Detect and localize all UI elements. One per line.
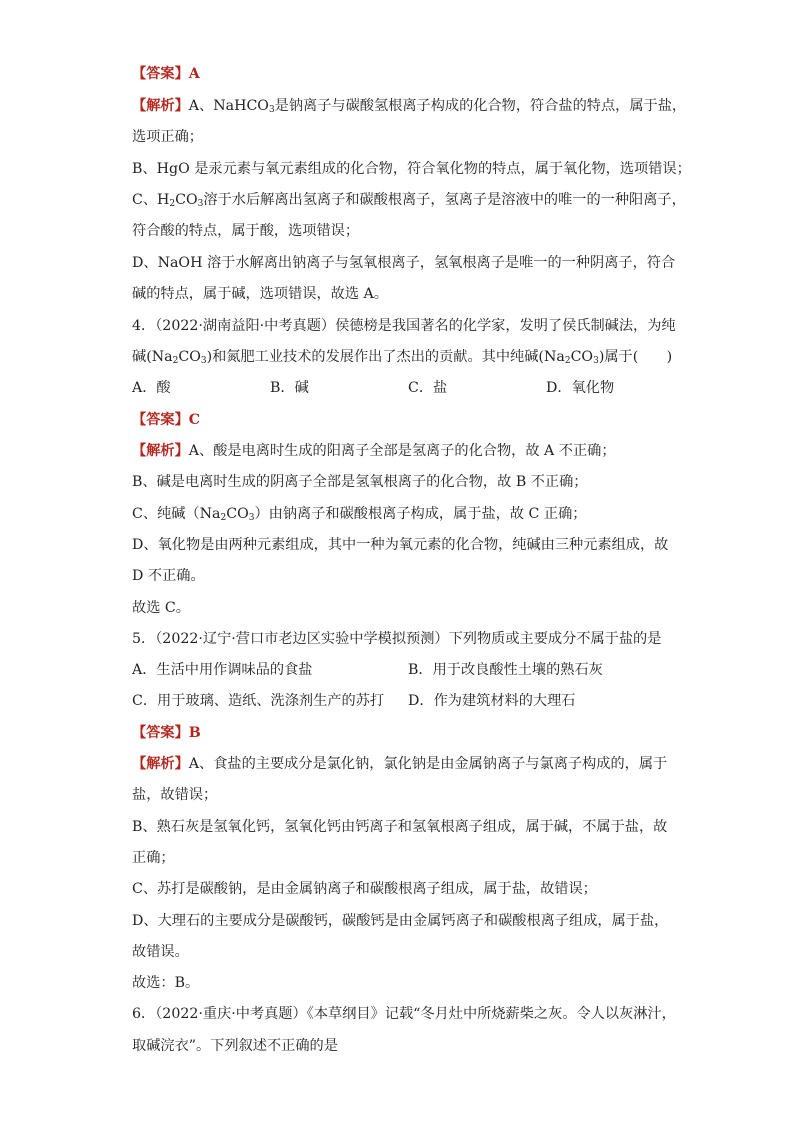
explanation-line (132, 96, 686, 120)
explanation-label: 【解析】 (132, 98, 189, 114)
text: 是钠离子与碳酸氢根离子构成的化合物，符合盐的特点，属于盐， (274, 98, 687, 114)
explanation-line: 正确； (132, 850, 175, 866)
text: 碱(Na (132, 349, 173, 365)
subscript: 3 (593, 356, 599, 366)
option-d: D．作为建筑材料的大理石 (408, 693, 576, 709)
subscript: 3 (200, 356, 207, 366)
explanation-line: D 不正确。 (132, 568, 205, 584)
explanation-line: B、熟石灰是氢氧化钙，氢氧化钙由钙离子和氢氧根离子组成，属于碱，不属于盐，故 (132, 819, 668, 835)
text: CO (178, 349, 201, 365)
answer-label: 【答案】 (132, 412, 189, 428)
option-c: C．用于玻璃、造纸、洗涤剂生产的苏打 (132, 693, 385, 709)
explanation-line (132, 441, 616, 461)
answer-line-q3 (132, 64, 200, 84)
question-stem: 6．（2022·重庆·中考真题）《本草纲目》记载“冬月灶中所烧薪柴之灰。令人以灰淋汁， (132, 1006, 676, 1022)
text: C、纯碱（Na (132, 506, 221, 522)
text: A、食盐的主要成分是氯化钠，氯化钠是由金属钠离子与氯离子构成的，属于 (188, 756, 668, 772)
explanation-line: B、碱是电离时生成的阴离子全部是氢氧根离子的化合物，故 B 不正确； (132, 474, 588, 490)
explanation-line: 故选：B。 (132, 975, 200, 991)
text: 溶于水后解离出氢离子和碳酸根离子，氢离子是溶液中的唯一的一种阳离子， (203, 192, 686, 208)
text: ）由钠离子和碳酸根离子构成，属于盐，故 C 正确； (254, 506, 587, 522)
option-c: C．盐 (408, 380, 448, 396)
question-stem: 取碱浣衣”。下列叙述不正确的是 (132, 1038, 338, 1054)
subscript: 2 (220, 513, 227, 523)
answer-line-q4 (132, 410, 200, 430)
explanation-line: 符合酸的特点，属于酸，选项错误； (132, 223, 360, 239)
answer-line-q5 (132, 723, 201, 743)
explanation-line: 选项正确； (132, 129, 203, 145)
explanation-label: 【解析】 (132, 443, 189, 459)
option-a: A．生活中用作调味品的食盐 (132, 662, 313, 678)
explanation-line (132, 754, 667, 774)
answer-value: A (188, 66, 200, 82)
subscript: 2 (172, 356, 179, 366)
option-b: B．用于改良酸性土壤的熟石灰 (408, 662, 603, 678)
answer-label: 【答案】 (132, 66, 189, 82)
option-b: B．碱 (270, 380, 309, 396)
text: A、NaHCO (188, 98, 269, 114)
answer-value: B (188, 725, 201, 741)
text: A、酸是电离时生成的阳离子全部是氢离子的化合物，故 A 不正确； (188, 443, 616, 459)
text: CO (226, 506, 249, 522)
text: CO (175, 192, 198, 208)
explanation-line (132, 190, 686, 214)
text: C、H (132, 192, 170, 208)
explanation-line: C、苏打是碳酸钠，是由金属钠离子和碳酸根离子组成，属于盐，故错误； (132, 881, 597, 897)
question-stem: 4．（2022·湖南益阳·中考真题）侯德榜是我国著名的化学家，发明了侯氏制碱法，为纯 (132, 318, 676, 334)
explanation-line: D、大理石的主要成分是碳酸钙，碳酸钙是由金属钙离子和碳酸根离子组成，属于盐， (132, 913, 669, 929)
answer-value: C (188, 412, 201, 428)
subscript: 3 (197, 199, 204, 209)
explanation-line: B、HgO 是汞元素与氧元素组成的化合物，符合氧化物的特点，属于氧化物，选项错误； (132, 161, 691, 177)
explanation-line: D、NaOH 溶于水解离出钠离子与氢氧根离子，氢氧根离子是唯一的一种阴离子，符合 (132, 255, 676, 271)
question-stem: 5．（2022·辽宁·营口市老边区实验中学模拟预测）下列物质或主要成分不属于盐的是 (132, 631, 662, 647)
subscript: 2 (169, 199, 176, 209)
explanation-line: 碱的特点，属于碱，选项错误，故选 A。 (132, 286, 388, 302)
explanation-line: 盐，故错误； (132, 787, 218, 803)
text: )属于( ) (598, 349, 673, 365)
explanation-line: 故错误。 (132, 944, 189, 960)
subscript: 3 (248, 513, 255, 523)
question-stem (132, 347, 672, 371)
option-a: A．酸 (132, 380, 171, 396)
text: )和氮肥工业技术的发展作出了杰出的贡献。其中纯碱(Na (206, 349, 565, 365)
text: CO (570, 349, 594, 365)
explanation-line (132, 504, 586, 528)
option-d: D．氧化物 (546, 380, 615, 396)
subscript: 2 (564, 356, 571, 366)
answer-label: 【答案】 (132, 725, 189, 741)
explanation-line: D、氧化物是由两种元素组成，其中一种为氧元素的化合物，纯碱由三种元素组成，故 (132, 537, 669, 553)
subscript: 3 (268, 105, 275, 115)
explanation-label: 【解析】 (132, 756, 189, 772)
explanation-line: 故选 C。 (132, 600, 190, 616)
